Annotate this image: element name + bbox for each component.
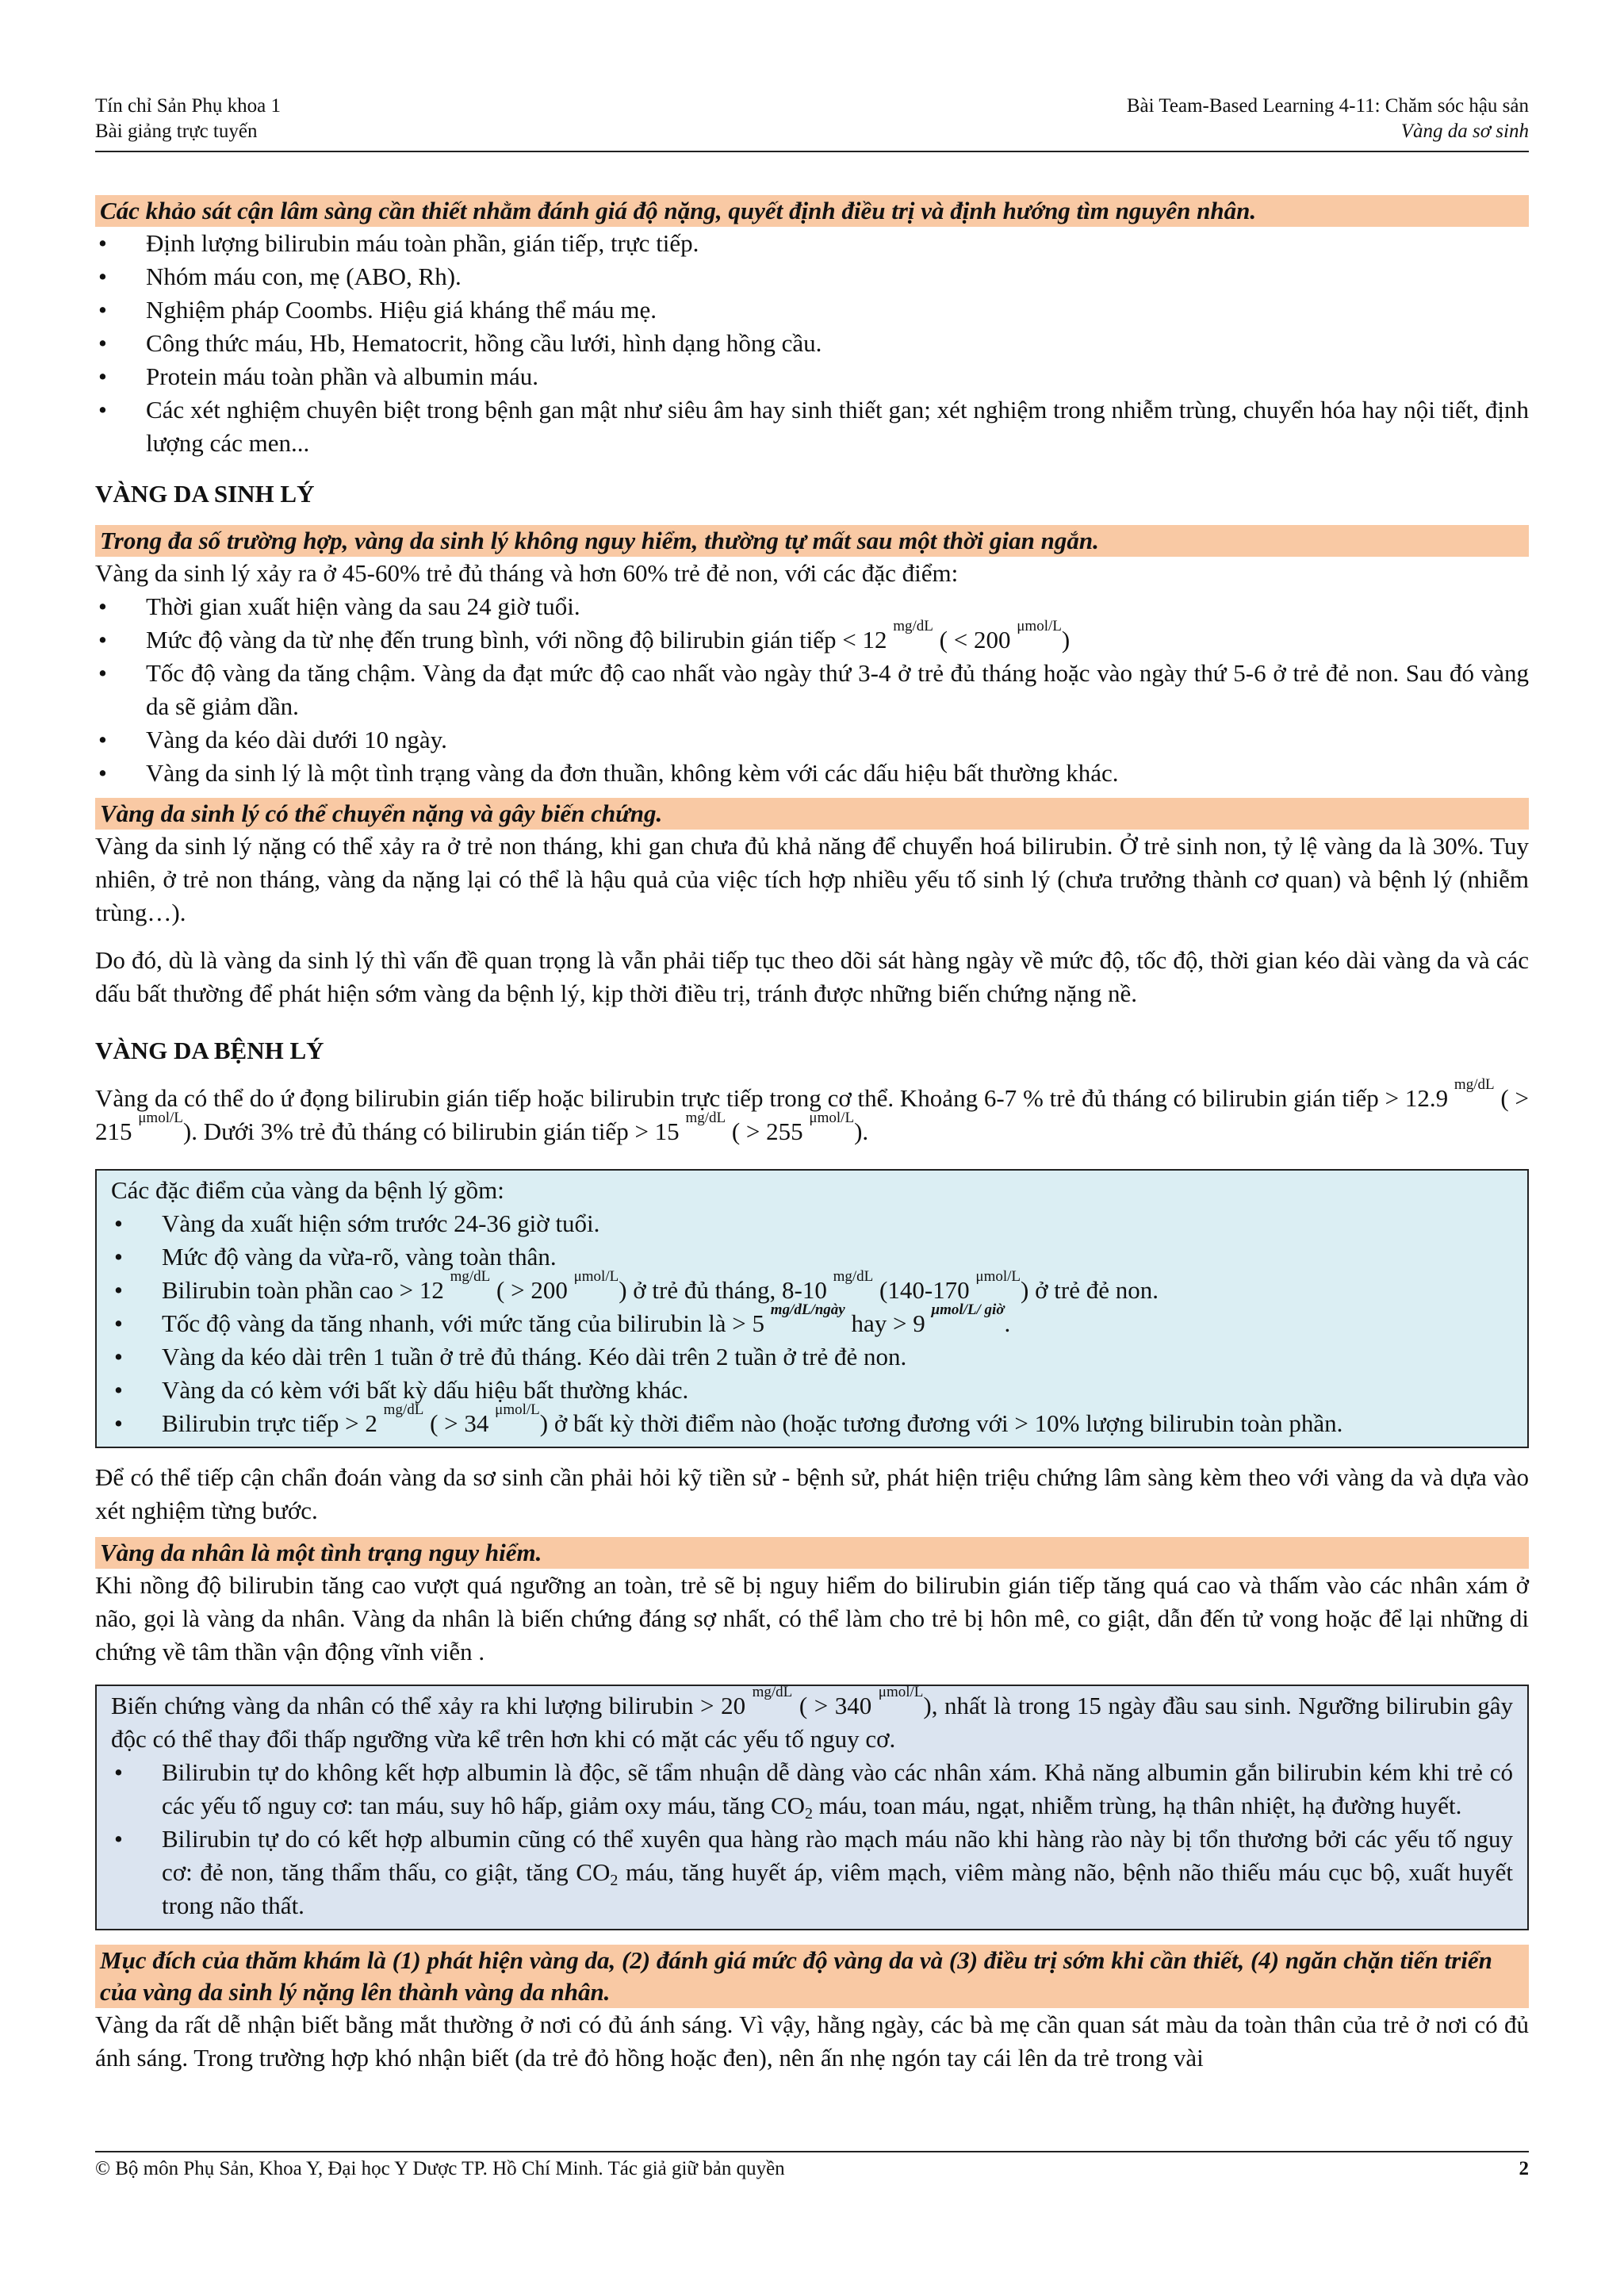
paragraph: Vàng da rất dễ nhận biết bằng mắt thường ở nơi có đủ ánh sáng. Vì vậy, hằng ngày, các bà mẹ cần quan sát màu da toàn thân của trẻ ở nơi có đủ ánh sáng. Trong trường hợp khó nhận biết (da trẻ đỏ hồng hoặc đen), nên ấn nhẹ ngón tay cái lên da trẻ trong vài [95,2010,1529,2072]
list-item: • Tốc độ vàng da tăng nhanh, với mức tăng của bilirubin là > 5 $^{mg/dL/ngày}$ hay > 9 $^{\mu mol/L/ giờ}$. [111,1307,1513,1340]
header-topic: Vàng da sơ sinh [1400,121,1529,142]
page-footer [95,2156,1529,2183]
list-item: • Nghiệm pháp Coombs. Hiệu giá kháng thể máu mẹ. [95,293,1529,327]
page-number: 2 [1519,2158,1529,2179]
list-item: • Công thức máu, Hb, Hematocrit, hồng cầu lưới, hình dạng hồng cầu. [95,327,1529,360]
list-item: • Vàng da kéo dài trên 1 tuần ở trẻ đủ tháng. Kéo dài trên 2 tuần ở trẻ đẻ non. [111,1340,1513,1374]
highlight-band-labs: Các khảo sát cận lâm sàng cần thiết nhằm đánh giá độ nặng, quyết định điều trị và định hướng tìm nguyên nhân. [95,195,1529,227]
list-item: • Vàng da xuất hiện sớm trước 24-36 giờ tuổi. [111,1207,1513,1240]
box-text: Biến chứng vàng da nhân có thể xảy ra khi lượng bilirubin > 20 $^{mg/dL}$ ( > 340 $^{\mu mol/L}$), nhất là trong 15 ngày đầu sau sinh. Ngưỡng bilirubin gây độc có thể thay đổi thấp ngưỡng vừa kể trên hơn khi có mặt các yếu tố nguy cơ. [111,1684,1514,1753]
section-heading-pathological: VÀNG DA BỆNH LÝ [95,1037,324,1064]
risk-list [111,1756,1513,1922]
list-item: • Bilirubin trực tiếp > 2 $^{mg/dL}$ ( > 34 $^{\mu mol/L}$) ở bất kỳ thời điểm nào (hoặc tương đương với > 10% lượng bilirubin toàn phần. [111,1407,1513,1440]
list-item: • Protein máu toàn phần và albumin máu. [95,360,1529,393]
list-item: • Bilirubin tự do có kết hợp albumin cũng có thể xuyên qua hàng rào mạch máu não khi hàng rào này bị tổn thương bởi các yếu tố nguy cơ: đẻ non, tăng thẩm thấu, co giật, tăng $CO_2$ máu, tăng huyết áp, viêm mạch, viêm màng não, bệnh não thiếu máu cục bộ, xuất huyết trong não thất. [111,1823,1513,1922]
list-item: • Vàng da sinh lý là một tình trạng vàng da đơn thuần, không kèm với các dấu hiệu bất thường khác. [95,757,1529,790]
page-content [95,195,1529,2075]
highlight-band-physiological: Trong đa số trường hợp, vàng da sinh lý không nguy hiểm, thường tự mất sau một thời gian ngắn. [95,525,1529,557]
list-item: • Bilirubin tự do không kết hợp albumin là độc, sẽ tẩm nhuận dễ dàng vào các nhân xám. Khả năng albumin gắn bilirubin kém khi trẻ có các yếu tố nguy cơ: tan máu, suy hô hấp, giảm oxy máu, tăng $CO_2$ máu, toan máu, ngạt, nhiễm trùng, hạ thân nhiệt, hạ đường huyết. [111,1756,1513,1823]
box-intro: Các đặc điểm của vàng da bệnh lý gồm: [111,1176,504,1204]
list-item: • Vàng da kéo dài dưới 10 ngày. [95,723,1529,757]
list-item: • Nhóm máu con, mẹ (ABO, Rh). [95,260,1529,293]
physiological-intro: Vàng da sinh lý xảy ra ở 45-60% trẻ đủ tháng và hơn 60% trẻ đẻ non, với các đặc điểm: [95,559,959,587]
list-item: • Tốc độ vàng da tăng chậm. Vàng da đạt mức độ cao nhất vào ngày thứ 3-4 ở trẻ đủ tháng hoặc vào ngày thứ 5-6 ở trẻ đẻ non. Sau đó vàng da sẽ giảm dần. [95,657,1529,723]
labs-list [95,227,1529,460]
features-list [111,1207,1513,1440]
highlight-band-complication: Vàng da sinh lý có thể chuyển nặng và gây biến chứng. [95,798,1529,830]
page-header [95,94,1529,144]
kernicterus-box [95,1685,1529,1930]
paragraph: Do đó, dù là vàng da sinh lý thì vấn đề quan trọng là vẫn phải tiếp tục theo dõi sát hàng ngày về mức độ, tốc độ, thời gian kéo dài vàng da và các dấu bất thường để phát hiện sớm vàng da bệnh lý, kịp thời điều trị, tránh được những biến chứng nặng nề. [95,946,1529,1007]
footer-divider [95,2151,1529,2152]
physiological-list [95,590,1529,790]
section-heading-physiological: VÀNG DA SINH LÝ [95,480,315,508]
list-item: • Định lượng bilirubin máu toàn phần, gián tiếp, trực tiếp. [95,227,1529,260]
header-course: Tín chỉ Sản Phụ khoa 1 [95,95,282,117]
list-item: • Thời gian xuất hiện vàng da sau 24 giờ tuổi. [95,590,1529,623]
highlight-band-examination: Mục đích của thăm khám là (1) phát hiện vàng da, (2) đánh giá mức độ vàng da và (3) điều trị sớm khi cần thiết, (4) ngăn chặn tiến triển của vàng da sinh lý nặng lên thành vàng da nhân. [95,1945,1529,2008]
paragraph: Khi nồng độ bilirubin tăng cao vượt quá ngưỡng an toàn, trẻ sẽ bị nguy hiểm do bilirubin gián tiếp tăng quá cao và thấm vào các nhân xám ở não, gọi là vàng da nhân. Vàng da nhân là biến chứng đáng sợ nhất, có thể làm cho trẻ bị hôn mê, co giật, dẫn đến tử vong hoặc để lại những di chứng về tâm thần vận động vĩnh viễn . [95,1571,1529,1665]
paragraph: Để có thể tiếp cận chẩn đoán vàng da sơ sinh cần phải hỏi kỹ tiền sử - bệnh sử, phát hiện triệu chứng lâm sàng kèm theo với vàng da và dựa vào xét nghiệm từng bước. [95,1463,1529,1524]
list-item: • Mức độ vàng da từ nhẹ đến trung bình, với nồng độ bilirubin gián tiếp < 12 $^{mg/dL}$ ( < 200 $^{\mu mol/L}$) [95,623,1529,657]
header-type: Bài giảng trực tuyến [95,121,258,142]
paragraph: Vàng da có thể do ứ đọng bilirubin gián tiếp hoặc bilirubin trực tiếp trong cơ thể. Khoảng 6-7 % trẻ đủ tháng có bilirubin gián tiếp > 12.9 $^{mg/dL}$ ( > 215 $^{\mu mol/L}$). Dưới 3% trẻ đủ tháng có bilirubin gián tiếp > 15 $^{mg/dL}$ ( > 255 $^{\mu mol/L}$). [95,1076,1529,1145]
footer-copyright: © Bộ môn Phụ Sản, Khoa Y, Đại học Y Dược TP. Hồ Chí Minh. Tác giả giữ bản quyền [95,2158,785,2179]
list-item: • Các xét nghiệm chuyên biệt trong bệnh gan mật như siêu âm hay sinh thiết gan; xét nghiệm trong nhiễm trùng, chuyển hóa hay nội tiết, định lượng các men... [95,393,1529,460]
header-lesson: Bài Team-Based Learning 4-11: Chăm sóc hậu sản [1126,95,1529,117]
pathological-features-box [95,1169,1529,1448]
list-item: • Vàng da có kèm với bất kỳ dấu hiệu bất thường khác. [111,1374,1513,1407]
highlight-band-kernicterus: Vàng da nhân là một tình trạng nguy hiểm. [95,1537,1529,1569]
list-item: • Mức độ vàng da vừa-rõ, vàng toàn thân. [111,1240,1513,1274]
list-item: • Bilirubin toàn phần cao > 12 $^{mg/dL}$ ( > 200 $^{\mu mol/L}$) ở trẻ đủ tháng, 8-10 $^{mg/dL}$ (140-170 $^{\mu mol/L}$) ở trẻ đẻ non. [111,1274,1513,1307]
header-divider [95,151,1529,152]
paragraph: Vàng da sinh lý nặng có thể xảy ra ở trẻ non tháng, khi gan chưa đủ khả năng để chuyển hoá bilirubin. Ở trẻ sinh non, tỷ lệ vàng da là 30%. Tuy nhiên, ở trẻ non tháng, vàng da nặng lại có thể là hậu quả của việc tích hợp nhiều yếu tố sinh lý (chưa trưởng thành cơ quan) và bệnh lý (nhiễm trùng…). [95,832,1529,926]
